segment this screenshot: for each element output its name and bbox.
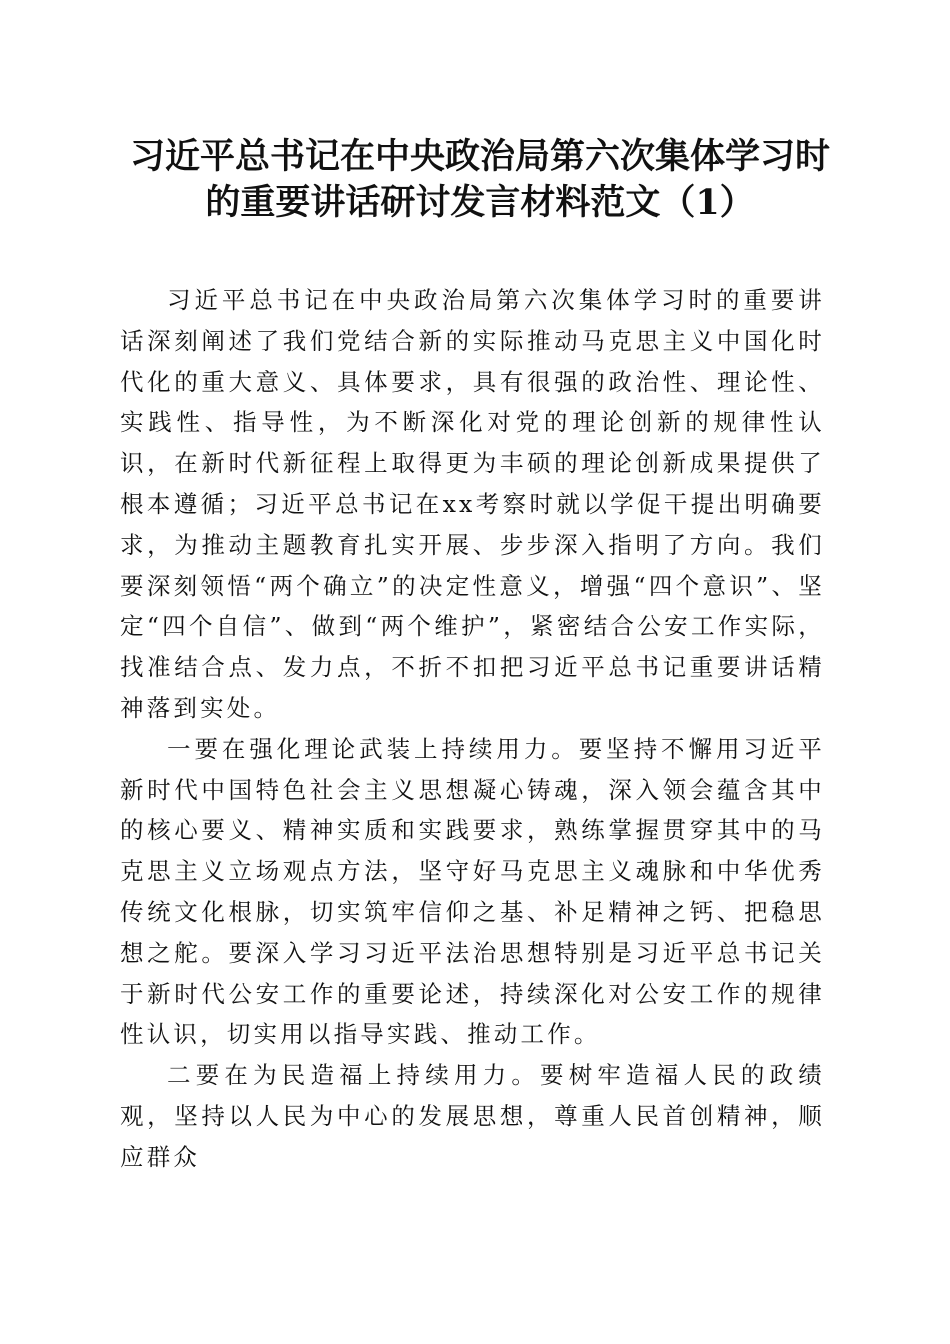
paragraph-intro: 习近平总书记在中央政治局第六次集体学习时的重要讲话深刻阐述了我们党结合新的实际推动马克思主义中国化时代化的重大意义、具体要求，具有很强的政治性、理论性、实践性、指导性，为不断深化对党的理论创新的规律性认识，在新时代新征程上取得更为丰硕的理论创新成果提供了根本遵循；习近平总书记在xx考察时就以学促干提出明确要求，为推动主题教育扎实开展、步步深入指明了方向。我们要深刻领悟“两个确立”的决定性意义，增强“四个意识”、坚定“四个自信”、做到“两个维护”，紧密结合公安工作实际，找准结合点、发力点，不折不扣把习近平总书记重要讲话精神落到实处。	[120, 286, 825, 722]
title-line-1: 习近平总书记在中央政治局第六次集体学习时	[129, 136, 830, 177]
paragraph-point-1: 一要在强化理论武装上持续用力。要坚持不懈用习近平新时代中国特色社会主义思想凝心铸魂，深入领会蕴含其中的核心要义、精神实质和实践要求，熟练掌握贯穿其中的马克思主义立场观点方法，坚守好马克思主义魂脉和中华优秀传统文化根脉，切实筑牢信仰之基、补足精神之钙、把稳思想之舵。要深入学习习近平法治思想特别是习近平总书记关于新时代公安工作的重要论述，持续深化对公安工作的规律性认识，切实用以指导实践、推动工作。	[120, 734, 825, 1049]
document-title	[100, 134, 860, 226]
paragraph-point-2: 二要在为民造福上持续用力。要树牢造福人民的政绩观，坚持以人民为中心的发展思想，尊重人民首创精神，顺应群众	[120, 1061, 825, 1171]
title-line-2: 的重要讲话研讨发言材料范文（1）	[205, 182, 755, 223]
document-body	[120, 280, 825, 1178]
